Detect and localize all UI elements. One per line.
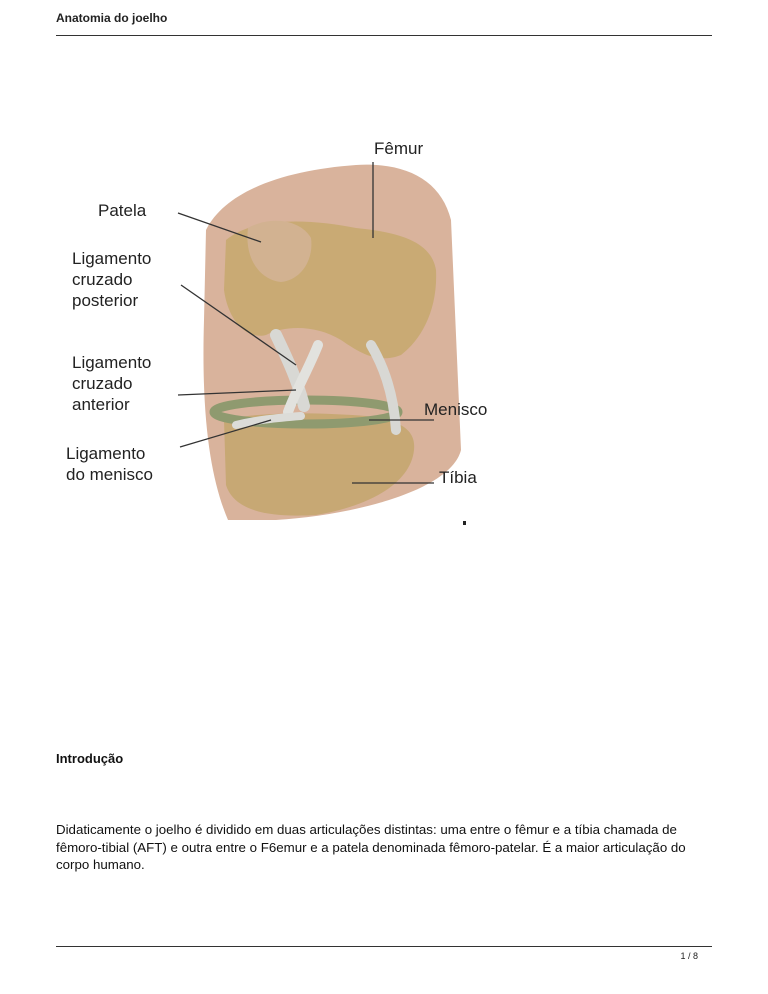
label-lig-cruzado-posterior xyxy=(72,248,151,311)
label-lig-menisco xyxy=(66,443,153,485)
header-divider xyxy=(56,35,712,36)
label-line: Ligamento xyxy=(72,353,152,372)
figure-dot xyxy=(463,521,466,525)
label-patela: Patela xyxy=(98,201,147,220)
label-lig-cruzado-anterior xyxy=(72,352,151,415)
label-line: cruzado xyxy=(72,374,133,393)
intro-paragraph: Didaticamente o joelho é dividido em duas articulações distintas: uma entre o fêmur e a tíbia chamada de fêmoro-tibial (AFT) e outra entre o F6emur e a patela denominada fêmoro-patelar. É a maior articulação do corpo humano. xyxy=(56,822,686,872)
page-number: 1 / 8 xyxy=(680,951,698,961)
footer-divider xyxy=(56,946,712,947)
label-line: anterior xyxy=(72,395,130,414)
document-header-title: Anatomia do joelho xyxy=(56,11,168,25)
label-tibia: Tíbia xyxy=(439,468,477,487)
label-line: Ligamento xyxy=(66,444,146,463)
section-heading: Introdução xyxy=(56,751,124,766)
label-line: do menisco xyxy=(66,465,153,484)
label-line: cruzado xyxy=(72,270,133,289)
label-line: posterior xyxy=(72,291,139,310)
label-line: Ligamento xyxy=(72,249,152,268)
label-menisco: Menisco xyxy=(424,400,488,419)
label-femur: Fêmur xyxy=(374,139,424,158)
knee-anatomy-figure xyxy=(56,120,526,540)
